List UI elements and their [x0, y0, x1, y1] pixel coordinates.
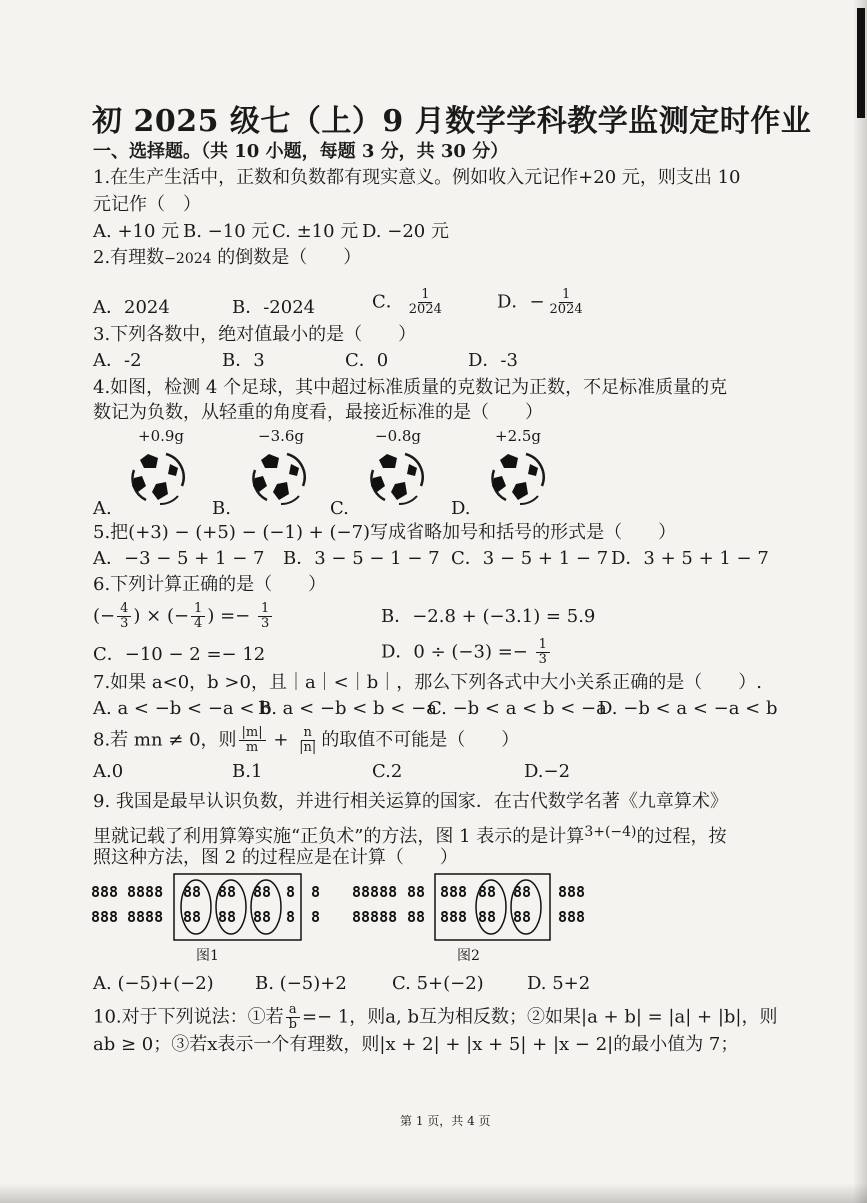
svg-text:88: 88 — [478, 883, 497, 901]
svg-text:88888: 88888 — [352, 883, 398, 901]
q10-stem-line1 — [93, 1003, 777, 1032]
q2-option-d-label: D． — [497, 291, 530, 313]
counting-rods-figure-2 — [352, 870, 602, 945]
q8-stem — [93, 726, 519, 755]
q1-option-b: B. −10 元 — [183, 221, 270, 242]
expr-part: (− — [93, 605, 116, 627]
q2-option-a: A．2024 — [93, 297, 170, 318]
fraction-denominator: 4 — [194, 616, 203, 631]
fraction-denominator: 2024 — [549, 302, 583, 317]
svg-text:88: 88 — [183, 883, 202, 901]
q5-option-d: D．3 + 5 + 1 − 7 — [611, 548, 769, 569]
section-heading: 一、选择题。（共 10 小题，每题 3 分，共 30 分） — [93, 141, 509, 162]
fraction-numerator: a — [286, 1003, 300, 1018]
q2-option-c-label: C． — [372, 291, 404, 313]
svg-text:8: 8 — [286, 908, 296, 926]
q7-option-a: A. a < −b < −a < b — [93, 698, 272, 719]
q4-option-a: A. — [93, 498, 112, 519]
q3-option-a: A．-2 — [93, 350, 142, 371]
expr-part: ) × (− — [133, 605, 190, 627]
q7-stem: 7.如果 a<0，b >0，且｜a｜<｜b｜，那么下列各式中大小关系正确的是（ ）. — [93, 672, 762, 693]
fraction — [191, 602, 205, 631]
q9-expression: 3+(−4) — [584, 824, 637, 840]
svg-text:88: 88 — [253, 883, 272, 901]
q5-option-b: B．3 − 5 − 1 − 7 — [283, 548, 440, 569]
q9-option-b: B. (−5)+2 — [255, 973, 347, 994]
svg-text:888: 888 — [440, 883, 468, 901]
q1-option-c: C. ±10 元 — [272, 221, 359, 242]
expr-part: 里就记载了利用算筹实施“正负术”的方法，图 1 表示的是计算 — [93, 826, 585, 847]
q2-option-b: B．-2024 — [232, 297, 316, 318]
svg-text:88: 88 — [407, 908, 426, 926]
q4-option-d: D. — [451, 498, 471, 519]
fraction-numerator: 1 — [258, 602, 272, 617]
binding-mark — [857, 8, 865, 118]
svg-text:88888: 88888 — [352, 908, 398, 926]
fraction-numerator: 1 — [536, 638, 550, 653]
q5-option-c: C．3 − 5 + 1 − 7 — [451, 548, 609, 569]
q10-stem-line2: ab ≥ 0；③若x表示一个有理数，则|x + 2| + |x + 5| + |x − 2|的最小值为 7； — [93, 1034, 739, 1055]
page-edge-shadow — [853, 0, 867, 1203]
q2-option-d-sign: − — [529, 291, 545, 313]
q2-option-d — [497, 288, 588, 317]
svg-text:88: 88 — [513, 883, 532, 901]
q5-option-a: A．−3 − 5 + 1 − 7 — [93, 548, 265, 569]
soccer-ball-c-icon — [365, 448, 425, 508]
fraction-denominator: |n| — [299, 740, 317, 755]
q7-option-b: B. a < −b < b < −a — [258, 698, 437, 719]
q6-option-a — [93, 602, 274, 631]
ball-d-label: +2.5g — [495, 427, 542, 445]
q6-option-c: C．−10 − 2 =− 12 — [93, 644, 266, 665]
figure-1-caption: 图1 — [196, 948, 219, 964]
q3-option-b: B．3 — [222, 350, 265, 371]
q3-option-d: D．-3 — [468, 350, 518, 371]
expr-part: 8.若 mn ≠ 0，则 — [93, 729, 237, 751]
soccer-ball-d-icon — [486, 448, 546, 508]
page-footer: 第 1 页，共 4 页 — [400, 1114, 491, 1128]
q4-stem-line2: 数记为负数，从轻重的角度看，最接近标准的是（ ） — [93, 402, 543, 423]
soccer-ball-b-icon — [247, 448, 307, 508]
q5-stem: 5.把(+3) − (+5) − (−1) + (−7)写成省略加号和括号的形式是（ ） — [93, 522, 677, 543]
q7-option-c: C. −b < a < b < −a — [428, 698, 607, 719]
q6-stem: 6.下列计算正确的是（ ） — [93, 574, 327, 595]
svg-text:888: 888 — [558, 908, 586, 926]
fraction-denominator: b — [288, 1017, 297, 1032]
svg-text:88: 88 — [253, 908, 272, 926]
svg-text:888: 888 — [91, 883, 119, 901]
q2-option-d-fraction — [547, 288, 586, 317]
q2-suffix: 的倒数是（ ） — [211, 247, 362, 268]
page-title: 初 2025 级七（上）9 月数学学科教学监测定时作业 — [92, 104, 812, 139]
q9-option-c: C. 5+(−2) — [392, 973, 484, 994]
svg-text:8888: 8888 — [127, 908, 164, 926]
fraction-denominator: m — [245, 740, 259, 755]
q4-option-b: B. — [212, 498, 231, 519]
ball-a-label: +0.9g — [138, 427, 185, 445]
expr-part: D．0 ÷ (−3) =− — [381, 641, 534, 663]
q9-stem-line1: 9. 我国是最早认识负数，并进行相关运算的国家．在古代数学名著《九章算术》 — [93, 791, 728, 812]
q8-option-d: D.−2 — [524, 761, 571, 782]
fraction-numerator: 4 — [117, 602, 131, 617]
q2-option-c — [372, 288, 447, 317]
svg-text:88: 88 — [478, 908, 497, 926]
fraction-denominator: 2024 — [408, 302, 442, 317]
soccer-ball-a-icon — [126, 448, 186, 508]
page-bottom-shadow — [0, 1183, 867, 1203]
svg-text:88: 88 — [218, 883, 237, 901]
q2-option-c-fraction — [406, 288, 445, 317]
q1-stem-line2: 元记作（ ） — [93, 194, 201, 215]
q8-option-b: B.1 — [232, 761, 263, 782]
q9-stem-line2 — [93, 820, 727, 849]
q2-number: −2024 — [164, 251, 212, 267]
q1-option-d: D. −20 元 — [362, 221, 449, 242]
counting-rods-figure-1 — [91, 870, 331, 945]
svg-text:8888: 8888 — [127, 883, 164, 901]
q3-stem: 3.下列各数中，绝对值最小的是（ ） — [93, 324, 417, 345]
fraction — [117, 602, 131, 631]
fraction — [536, 638, 550, 667]
svg-text:88: 88 — [183, 908, 202, 926]
q9-stem-line3: 照这种方法，图 2 的过程应是在计算（ ） — [93, 847, 458, 868]
fraction-numerator: 1 — [559, 288, 573, 303]
svg-text:8: 8 — [311, 883, 321, 901]
svg-text:88: 88 — [513, 908, 532, 926]
svg-text:888: 888 — [91, 908, 119, 926]
q6-option-b: B．−2.8 + (−3.1) = 5.9 — [381, 606, 596, 627]
fraction — [286, 1003, 300, 1032]
svg-text:88: 88 — [218, 908, 237, 926]
svg-text:8: 8 — [286, 883, 296, 901]
q2-prefix: 2.有理数 — [93, 247, 165, 268]
svg-text:888: 888 — [440, 908, 468, 926]
expr-part: 10.对于下列说法：①若 — [93, 1006, 284, 1028]
fraction-denominator: 3 — [538, 652, 547, 667]
q8-option-c: C.2 — [372, 761, 403, 782]
q4-option-c: C. — [330, 498, 349, 519]
fraction-numerator: 1 — [191, 602, 205, 617]
expr-part: ) =− — [207, 605, 256, 627]
fraction-denominator: 3 — [260, 616, 270, 631]
q8-option-a: A.0 — [93, 761, 124, 782]
expr-part: =− 1，则a, b互为相反数；②如果|a + b| = |a| + |b|，则 — [301, 1006, 778, 1028]
q3-option-c: C．0 — [345, 350, 389, 371]
fraction-numerator: |m| — [239, 726, 266, 741]
svg-text:88: 88 — [407, 883, 426, 901]
svg-text:888: 888 — [558, 883, 586, 901]
q9-option-a: A. (−5)+(−2) — [93, 973, 214, 994]
fraction-numerator: 1 — [418, 288, 432, 303]
ball-b-label: −3.6g — [258, 427, 305, 445]
fraction — [258, 602, 272, 631]
expr-part: 的取值不可能是（ ） — [321, 729, 520, 751]
expr-part: 的过程，按 — [636, 826, 727, 847]
fraction-numerator: n — [301, 726, 315, 741]
expr-part: + — [267, 729, 295, 751]
svg-text:8: 8 — [311, 908, 321, 926]
q1-option-a: A. +10 元 — [93, 221, 180, 242]
q9-option-d: D. 5+2 — [527, 973, 591, 994]
fraction-denominator: 3 — [120, 616, 129, 631]
q4-stem-line1: 4.如图，检测 4 个足球，其中超过标准质量的克数记为正数，不足标准质量的克 — [93, 377, 728, 398]
fraction — [296, 726, 319, 755]
figure-2-caption: 图2 — [457, 948, 480, 964]
q1-stem-line1: 1.在生产生活中，正数和负数都有现实意义。例如收入元记作+20 元，则支出 10 — [93, 167, 741, 188]
q2-stem — [93, 246, 361, 271]
ball-c-label: −0.8g — [375, 427, 422, 445]
fraction — [239, 726, 266, 755]
q6-option-d — [381, 638, 552, 667]
q7-option-d: D. −b < a < −a < b — [598, 698, 778, 719]
